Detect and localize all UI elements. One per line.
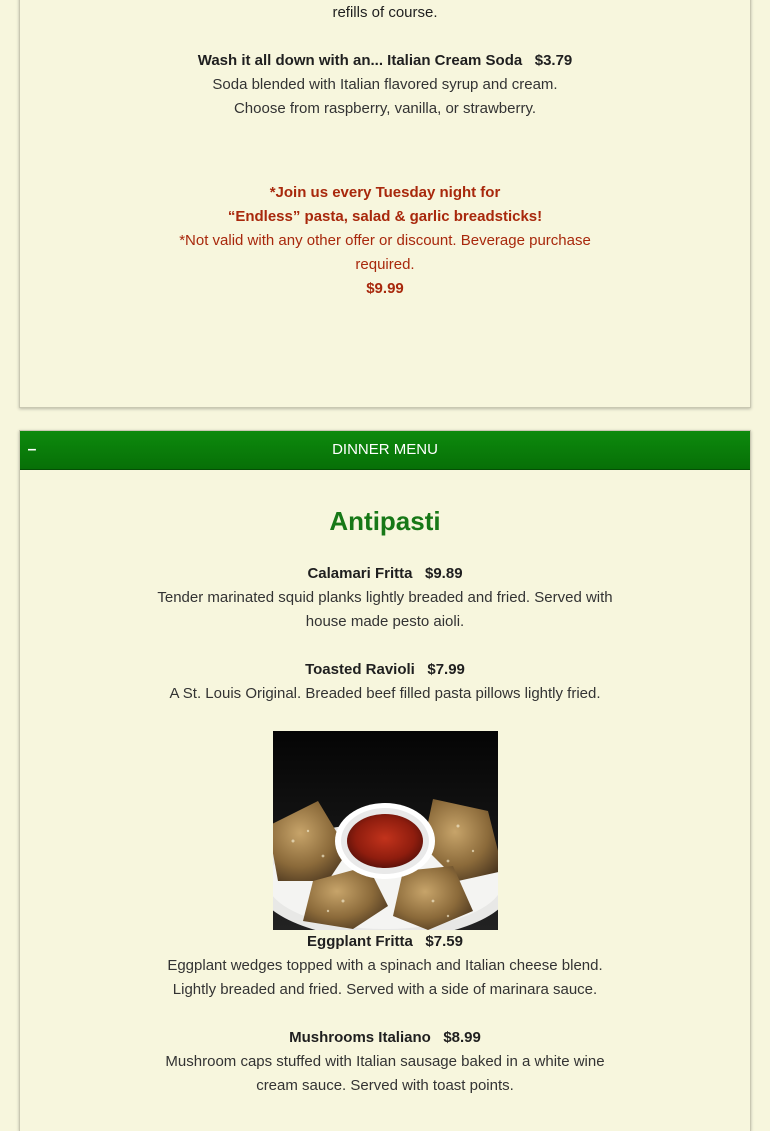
toasted-ravioli-photo <box>273 731 498 930</box>
menu-item-description: Tender marinated squid planks lightly breaded and fried. Served with <box>157 589 613 606</box>
menu-item-heading <box>0 1026 770 1050</box>
promo-price: $9.99 <box>366 280 404 297</box>
dinner-menu-accordion-header[interactable] <box>20 431 750 470</box>
menu-item-description: Eggplant wedges topped with a spinach and Italian cheese blend. <box>167 957 603 974</box>
menu-item-price: $7.59 <box>425 933 463 950</box>
menu-item-description: house made pesto aioli. <box>305 613 465 630</box>
italian-soda-description-2: Choose from raspberry, vanilla, or strawberry. <box>233 100 537 117</box>
italian-soda-name: Wash it all down with an... Italian Cream Soda <box>197 52 523 69</box>
promo-line-2: “Endless” pasta, salad & garlic breadsticks! <box>227 208 543 225</box>
italian-soda-price: $3.79 <box>534 52 573 69</box>
menu-item-description: A St. Louis Original. Breaded beef filled pasta pillows lightly fried. <box>169 685 601 702</box>
minus-icon[interactable]: – <box>27 441 37 458</box>
menu-item-price: $8.99 <box>443 1029 481 1046</box>
menu-item-description: Lightly breaded and fried. Served with a side of marinara sauce. <box>172 981 598 998</box>
menu-item-price: $9.89 <box>425 565 463 582</box>
italian-soda-description-1: Soda blended with Italian flavored syrup and cream. <box>212 76 558 93</box>
menu-item-name: Mushrooms Italiano <box>289 1029 431 1046</box>
italian-soda-heading <box>0 49 770 73</box>
menu-item-heading <box>0 562 770 586</box>
menu-item-heading <box>0 658 770 682</box>
menu-item-heading <box>0 930 770 954</box>
promo-disclaimer-2: required. <box>355 256 415 273</box>
toasted-ravioli-illustration <box>273 731 498 930</box>
refill-note: refills of course. <box>332 4 438 21</box>
promo-line-1: *Join us every Tuesday night for <box>269 184 501 201</box>
section-title-antipasti: Antipasti <box>329 506 441 536</box>
menu-item-name: Calamari Fritta <box>307 565 413 582</box>
dinner-menu-title: DINNER MENU <box>332 441 438 458</box>
menu-item-description: cream sauce. Served with toast points. <box>256 1077 514 1094</box>
menu-item-price: $7.99 <box>427 661 465 678</box>
promo-disclaimer-1: *Not valid with any other offer or discount. Beverage purchase <box>179 232 591 249</box>
menu-item-name: Toasted Ravioli <box>305 661 415 678</box>
menu-item-name: Eggplant Fritta <box>307 933 413 950</box>
menu-item-description: Mushroom caps stuffed with Italian sausage baked in a white wine <box>165 1053 605 1070</box>
